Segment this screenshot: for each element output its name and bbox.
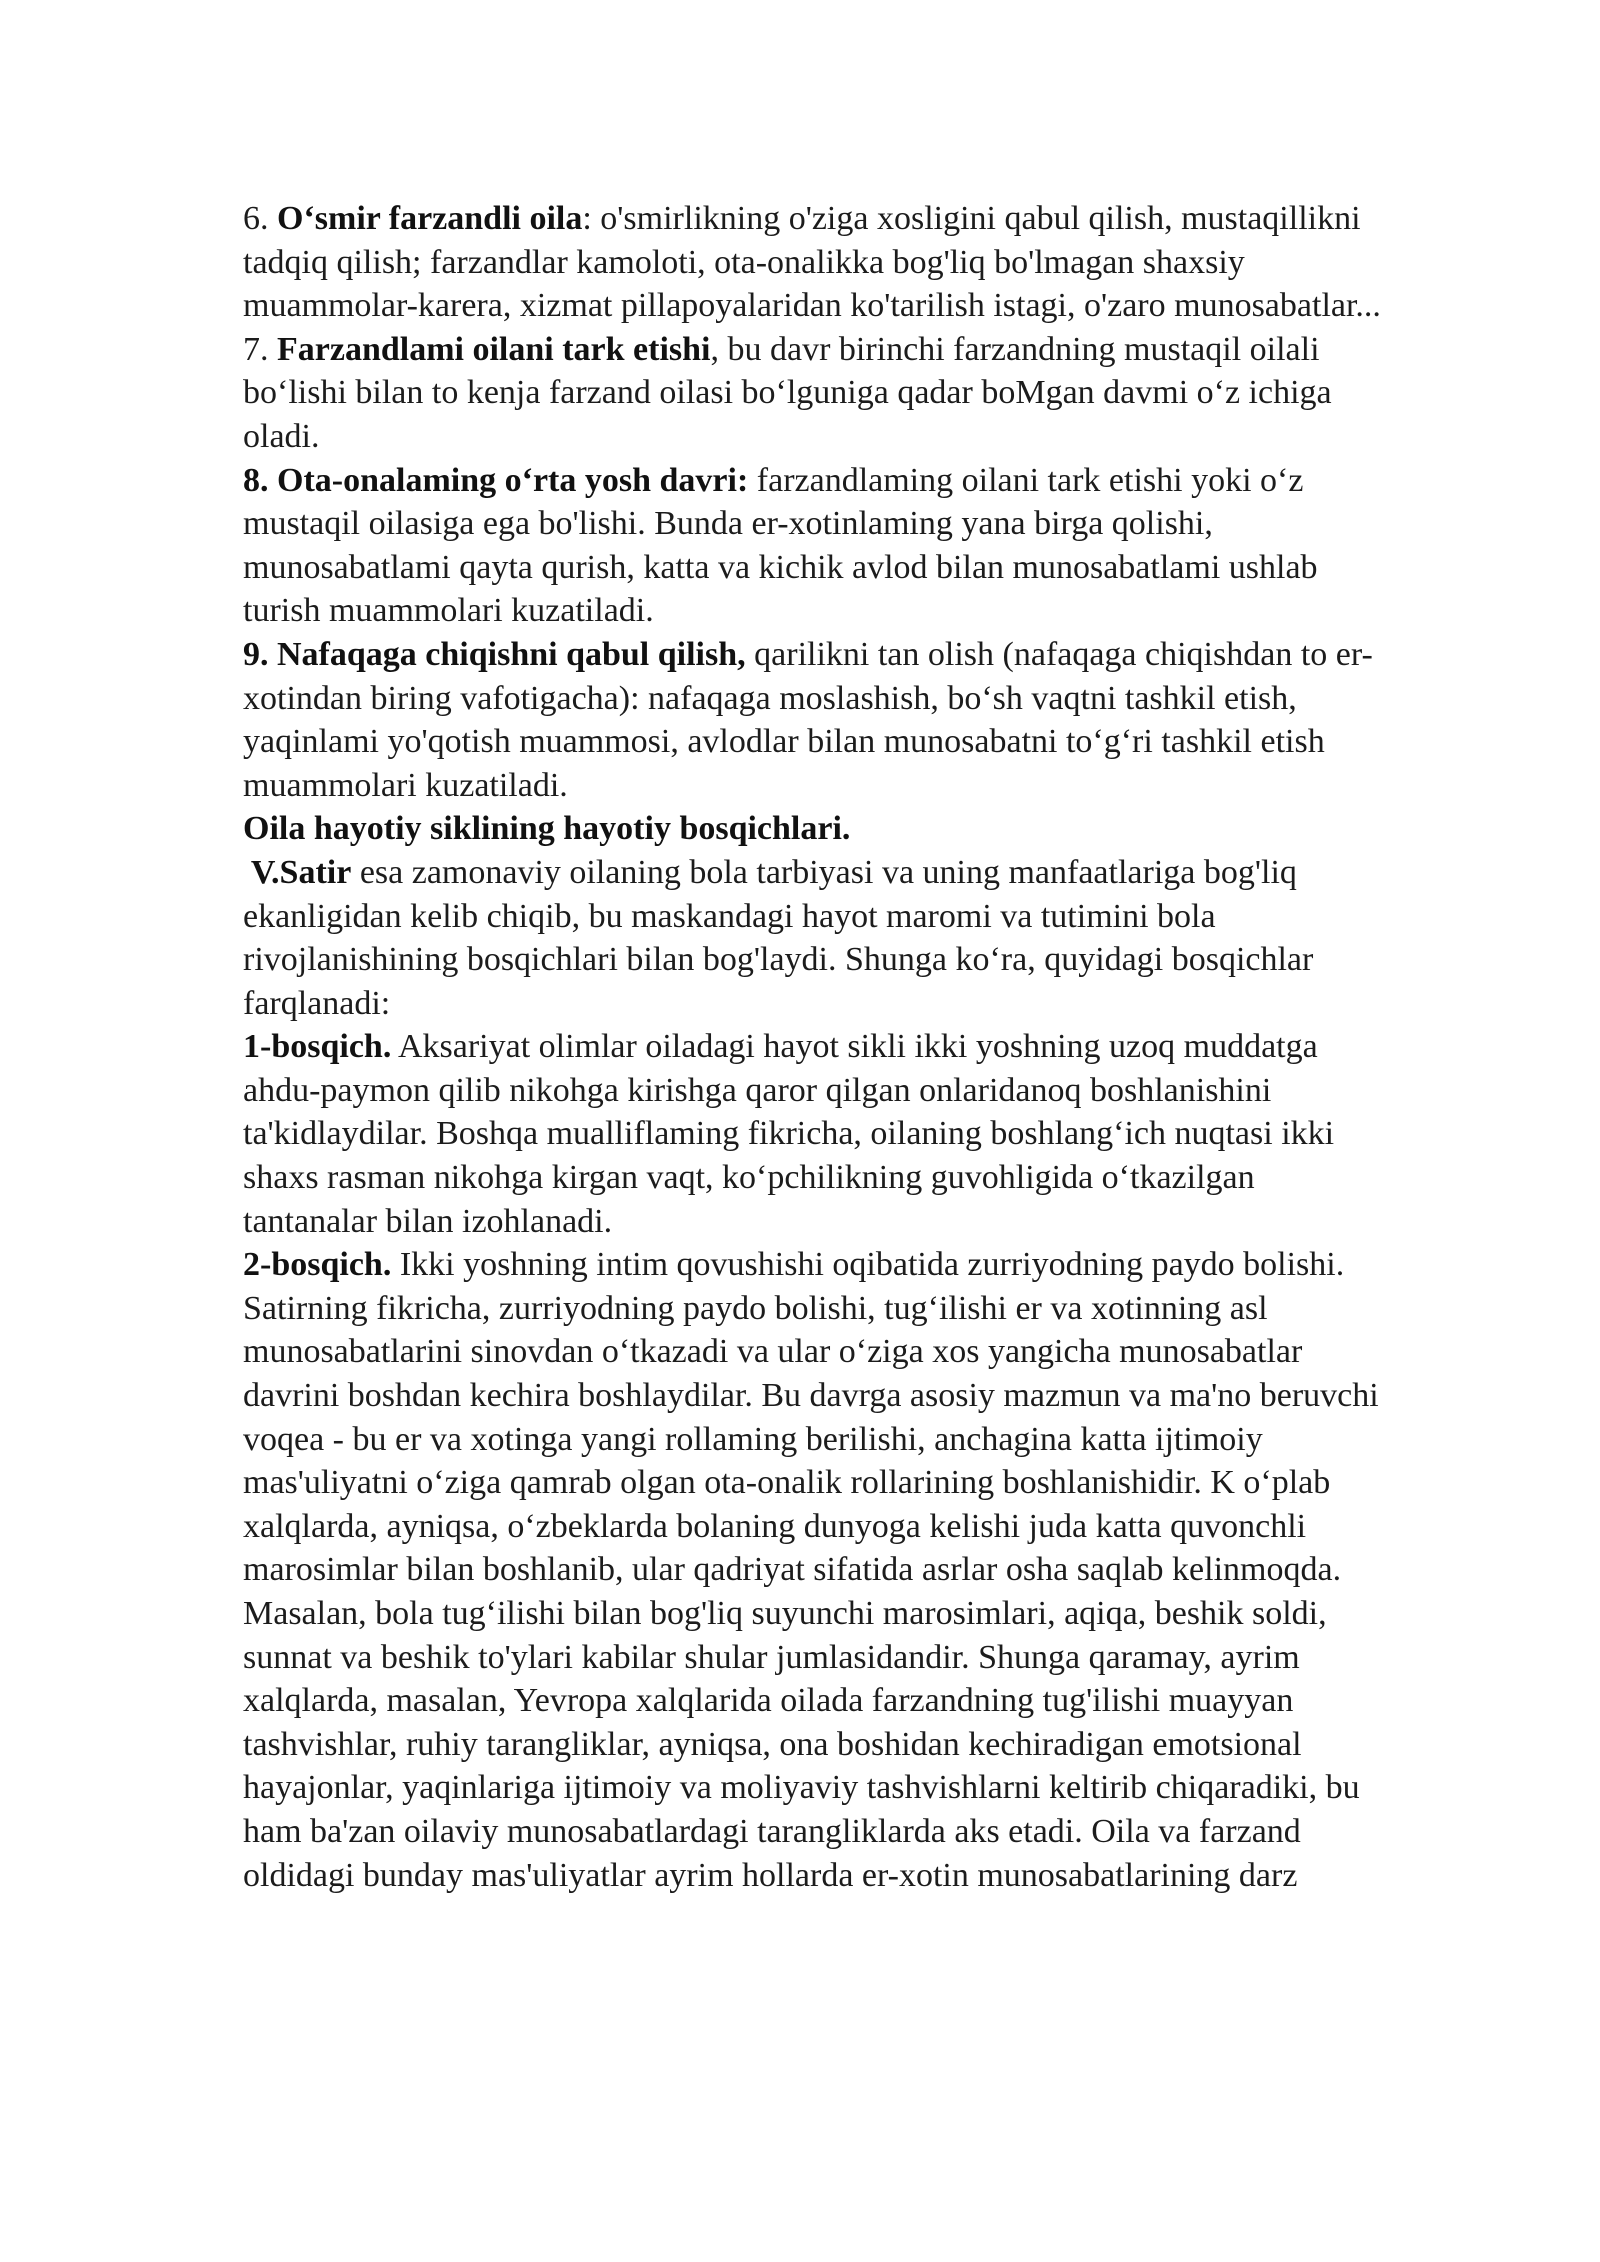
- heading-text: Oila hayotiy siklining hayotiy bosqichlari.: [243, 810, 851, 848]
- text-run: esa zamonaviy oilaning bola tarbiyasi va uning manfaatlariga bog'liq ekanligidan kelib chiqib, bu maskandagi hayot maromi va tutimini bola rivojlanishining bosqichlari bilan bog'laydi. Shunga ko‘ra, quyidagi bosqichlar farqlanadi:: [243, 853, 1314, 1022]
- paragraph-stage-6: [243, 197, 1393, 328]
- term-bold: 9. Nafaqaga chiqishni qabul qilish,: [243, 635, 746, 673]
- term-bold: 2-bosqich.: [243, 1246, 392, 1284]
- paragraph-satir: [243, 851, 1393, 1025]
- paragraph-bosqich-1: [243, 1025, 1393, 1243]
- text-run: , bu davr birinchi farzandning mustaqil oilali bo‘lishi bilan to kenja farzand oilasi bo‘lguniga qadar boMgan davmi o‘z ichiga oladi.: [243, 330, 1332, 455]
- term-bold: O‘smir farzandli oila: [277, 200, 583, 237]
- paragraph-stage-8: [243, 459, 1393, 633]
- text-run: 7.: [243, 330, 277, 368]
- paragraph-stage-7: [243, 328, 1393, 459]
- text-run: qarilikni tan olish (nafaqaga chiqishdan to er-xotindan biring vafotigacha): nafaqaga moslashish, bo‘sh vaqtni tashkil etish, yaqinlami yo'qotish muammosi, avlodlar bilan munosabatni to‘g‘ri tashkil etish muammolari kuzatiladi.: [243, 635, 1373, 804]
- term-bold: Farzandlami oilani tark etishi: [277, 330, 711, 368]
- text-run: Aksariyat olimlar oiladagi hayot sikli ikki yoshning uzoq muddatga ahdu-paymon qilib nikohga kirishga qaror qilgan onlaridanoq boshlanishini ta'kidlaydilar. Boshqa mualliflaming fikricha, oilaning boshlang‘ich nuqtasi ikki shaxs rasman nikohga kirgan vaqt, ko‘pchilikning guvohligida o‘tkazilgan tantanalar bilan izohlanadi.: [243, 1028, 1335, 1240]
- text-run: farzandlaming oilani tark etishi yoki o‘z mustaqil oilasiga ega bo'lishi. Bunda er-xotinlaming yana birga qolishi, munosabatlami qayta qurish, katta va kichik avlod bilan munosabatlami ushlab turish muammolari kuzatiladi.: [243, 461, 1318, 630]
- document-body: [243, 197, 1393, 1897]
- text-run: Ikki yoshning intim qovushishi oqibatida zurriyodning paydo bolishi. Satirning fikricha, zurriyodning paydo bolishi, tug‘ilishi er va xotinning asl munosabatlarini sinovdan o‘tkazadi va ular o‘ziga xos yangicha munosabatlar davrini boshdan kechira boshlaydilar. Bu davrga asosiy mazmun va ma'no beruvchi voqea - bu er va xotinga yangi rollaming berilishi, anchagina katta ijtimoiy mas'uliyatni o‘ziga qamrab olgan ota-onalik rollarining boshlanishidir. K o‘plab xalqlarda, ayniqsa, o‘zbeklarda bolaning dunyoga kelishi juda katta quvonchli marosimlar bilan boshlanib, ular qadriyat sifatida asrlar osha saqlab kelinmoqda. Masalan, bola tug‘ilishi bilan bog'liq suyunchi marosimlari, aqiqa, beshik soldi, sunnat va beshik to'ylari kabilar shular jumlasidandir. Shunga qaramay, ayrim xalqlarda, masalan, Yevropa xalqlarida oilada farzandning tug'ilishi muayyan tashvishlar, ruhiy tarangliklar, ayniqsa, ona boshidan kechiradigan emotsional hayajonlar, yaqinlariga ijtimoiy va moliyaviy tashvishlarni keltirib chiqaradiki, bu ham ba'zan oilaviy munosabatlardagi tarangliklarda aks etadi. Oila va farzand oldidagi bunday mas'uliyatlar ayrim hollarda er-xotin munosabatlarining darz: [243, 1246, 1379, 1894]
- section-heading: [243, 807, 1393, 851]
- term-bold: 1-bosqich.: [243, 1028, 392, 1066]
- term-bold: 8. Ota-onalaming o‘rta yosh davri:: [243, 461, 749, 499]
- text-run: : o'smirlikning o'ziga xosligini qabul qilish, mustaqillikni tadqiq qilish; farzandlar kamoloti, ota-onalikka bog'liq bo'lmagan shaxsiy muammolar-karera, xizmat pillapoyalaridan ko'tarilish istagi, o'zaro munosabatlar...: [243, 200, 1381, 325]
- paragraph-stage-9: [243, 633, 1393, 807]
- term-bold: V.Satir: [243, 853, 352, 891]
- text-run: 6.: [243, 200, 277, 237]
- paragraph-bosqich-2: [243, 1243, 1393, 1897]
